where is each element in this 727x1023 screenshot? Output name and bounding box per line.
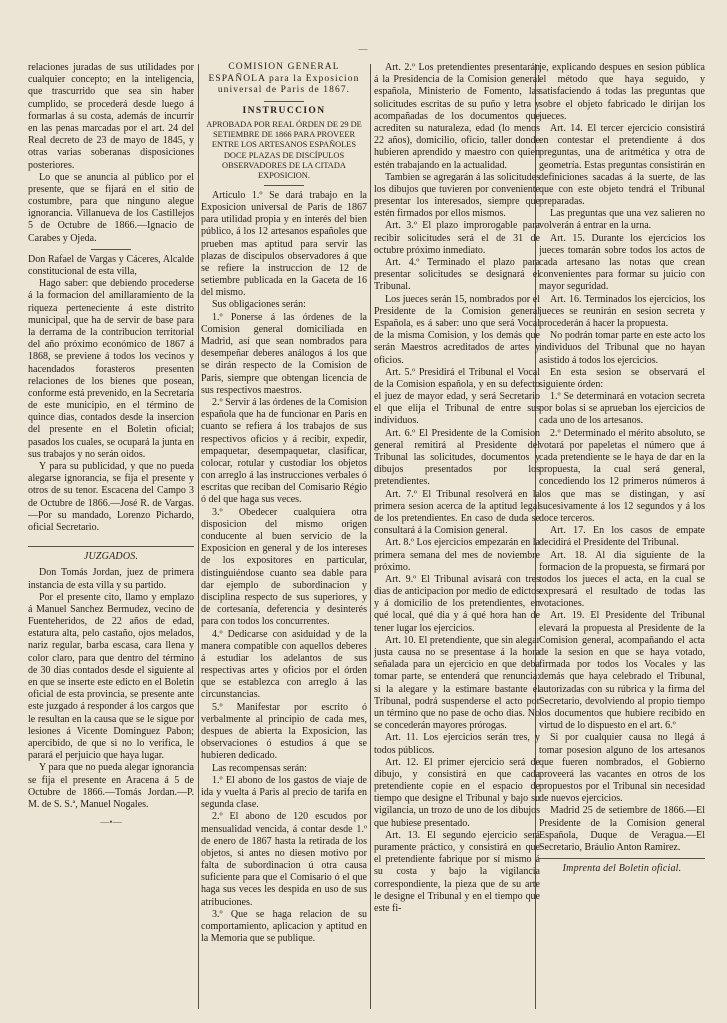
list-item: 2.º El abono de 120 escudos por mensualidad vencida, á contar desde 1.º de enero de 1867 hasta la retirada de los objetos, si antes no diesen motivo por falta de subordinacion ú otra causa suficiente para que el Comisario ó el que haga sus veces les despida en uso de sus atribuciones. [201,811,367,908]
divider-rule [264,101,304,102]
paragraph: Y para su publicidad, y que no pueda alegarse ignorancia, se fija el presente y otros de su tenor. Escacena del Campo 3 de Octubre de 1866.—José R. de Vargas.—Por su mandado, Lorenzo Pichardo, oficial Secretario. [28,461,194,533]
article-paragraph: Art. 10. El pretendiente, que sin alegar justa causa no se presentase á la hora señalada para un ejercicio en que deba tomar parte, se entenderá que renuncia: si la alegare y la estimare bastante el Tribunal, podrá suspenderse el acto por un término que no pase de ocho dias. No se concederán mayores prórogas. [374,634,540,732]
list-item: 3.º Obedecer cualquiera otra disposicion del mismo origen conducente al buen servicio de la Exposicion en general y de los intereses de los expositores en particular, distinguiéndose cuanto sea dable para dar ejemplo de subordinacion y disciplina respecto de sus superiores, y de cortesanía, deferencia y desinterés para con todos los concurrentes. [201,506,367,628]
article-paragraph: Art. 2.º Los pretendientes presentarán á la Presidencia de la Comision general española, Ministerio de Fomento, las solicitudes escritas de su puño y letra y acompañadas de los documentos que acrediten su naturaleza, edad (lo menos 22 años), domicilio, oficio, taller donde hubieren aprendido y maestro con quien estén trabajando en la actualidad. [374,62,540,171]
divider-rule [91,249,131,250]
divider-rule [264,185,304,186]
instruccion-title: INSTRUCCION [242,105,326,116]
article-paragraph: Art. 19. El Presidente del Tribunal elevará la propuesta al Presidente de la Comision general, acompañando el acta de la sesion en que se haya votado, firmada por todos los Vocales y las demás que haya celebrado el Tribunal, autorizadas con su rúbrica y la firma del Secretario, devolviendo al propio tiempo los documentos que hubiere recibido en virtud de lo dispuesto en el art. 6.º [539,610,705,732]
article-paragraph: Art. 12. El primer ejercicio será de dibujo, y consistirá en que cada pretendiente copie en el espacio de tiempo que designe el Tribunal y bajo su vigilancia, un trozo de uno de los dibujos que hubiese presentado. [374,756,540,829]
end-ornament: —•— [100,817,122,828]
article-paragraph: Art. 5.º Presidirá el Tribunal el Vocal de la Comision española, y en su defecto el juez de mayor edad, y será Secretario el que elija el Tribunal de entre sus individuos. [374,366,540,427]
notice-heading: Don Rafael de Vargas y Cáceres, Alcalde constitucional de esta villa, [28,253,194,277]
article-paragraph: Art. 14. El tercer ejercicio consistirá en contestar el pretendiente á dos preguntas, una de aritmética y otra de geometría. Estas preguntas consistirán en definiciones sacadas á la suerte, de las que con este objeto tendrá el Tribunal preparadas. [539,122,705,208]
paragraph: Por el presente cito, llamo y emplazo á Manuel Sanchez Bermudez, vecino de Fuenteheridos, de 22 años de edad, estatura alta, pelo castaño, ojos melados, nariz regular, barba escasa, cara llena y color claro, para que dentro del término de 30 dias contados desde el siguiente al en que se inserte este edicto en el Boletin oficial de esta provincia, se presente ante este juzgado á responder á los cargos que le resultan en la causa que se le sigue por lesiones á Vicente Dominguez Pabon; apercibido, de que si no lo verifica, le parará el perjuicio que haya lugar. [28,591,194,762]
column-2 [201,62,367,1012]
column-divider-2 [370,64,371,1009]
article-paragraph: Art. 4.º Terminado el plazo para presentar solicitudes se designará el Tribunal. [374,257,540,293]
paragraph: Las preguntas que una vez salieren no volverán á entrar en la urna. [539,208,705,232]
paragraph: No podrán tomar parte en este acto los individuos del Tribunal que no hayan asistido á todos los ejercicios. [539,330,705,366]
imprint-line: Imprenta del Boletin oficial. [539,858,705,875]
column-divider-1 [198,64,199,1009]
article-paragraph: Art. 16. Terminados los ejercicios, los jueces se reunirán en sesion secreta y procederán á hacer la propuesta. [539,293,705,329]
paragraph: Si por cualquier causa no llegá á tomar posesion alguno de los artesanos que fueren nombrados, el Gobierno proveerá las vacantes en otros de los propuestos por el Tribunal sin necesidad de nuevos ejercicios. [539,732,705,805]
list-item: 1.º El abono de los gastos de viaje de ida y vuelta á Paris al precio de tarifa en segunda clase. [201,774,367,811]
list-item: 1.º Se determinará en votacion secreta por bolas si se aprueban los ejercicios de cada uno de los artesanos. [539,391,705,427]
article-paragraph: Art. 11. Los ejercicios serán tres, y todos públicos. [374,732,540,756]
paragraph: relaciones juradas de sus utilidades por cualquier concepto; en la inteligencia, que trascurrido que sea sin haber cumplido, se procederá desde luego á formarlas á su costa, además de incurrir en las penas marcadas por el art. 24 del Real decreto de 23 de mayo de 1845, y otras varias soberanas disposiciones posteriores. [28,62,194,171]
list-item: 1.º Ponerse á las órdenes de la Comision general domiciliada en Madrid, así que sean nombrados para desempeñar deberes análogos á los que se dirán respecto de la Comision de Paris, siempre que obtengan licencia de sus respectivos maestros. [201,311,367,396]
list-item: 2.º Servir á las órdenes de la Comision española que ha de funcionar en Paris en cuanto se refiera á los trabajos de sus respectivos oficios y á recibir, expedir, empaquetar, desempaquetar, clasificar, colocar, rotular y custodiar los objetos con arreglo á las instrucciones verbales ó escritas que reciban del Comisario Régio ó del que haga sus veces. [201,396,367,506]
paragraph: Don Tomás Jordan, juez de primera instancia de esta villa y su partido. [28,567,194,591]
article-paragraph: Art. 18. Al dia siguiente de la formacion de la propuesta, se firmará por todos los jueces el acta, en la cual se expresará el resultado de todas las votaciones. [539,549,705,610]
instruccion-subtitle: APROBADA POR REAL ÓRDEN DE 29 DE SETIEMBRE DE 1866 PARA PROVEER ENTRE LOS ARTESANOS ESPAÑOLES DOCE PLAZAS DE DISCÍPULOS OBSERVADORES DE LA CITADA EXPOSICION. [206,120,362,180]
commission-header: COMISION GENERAL ESPAÑOLA para la Exposicion universal de Paris de 1867. [208,62,360,96]
page-mark: — [358,44,368,54]
article-paragraph: Art. 8.º Los ejercicios empezarán en la primera semana del mes de noviembre próximo. [374,537,540,573]
paragraph: Y para que no pueda alegar ignorancia se fija el presente en Aracena á 5 de Octubre de 1866.—Tomás Jordan.—P. M. de S. S.ª, Manuel Nogales. [28,762,194,810]
article-paragraph: Articulo 1.º Se dará trabajo en la Exposicion universal de Paris de 1867 para utilidad propia y en interés del bien público, á los 12 artesanos españoles que prueben mas aptitud para servir las plazas de discipulos observadores á que se refiere la instruccion de 12 de setiembre publicada en la Gaceta de 16 del mismo. [201,189,367,299]
paragraph: Hago saber: que debiendo procederse á la formacion del amillaramiento de la riqueza perteneciente á este distrito municipal, que ha de servir de base para la derrama de la contribucion territorial del año próximo económico de 1867 á 1868, se previene á todos los vecinos y hacendados forasteros presenten relaciones de los bienes que posean, conforme está prevenido, en la Secretaría de este municipio, en el término de quince dias, contados desde la insercion del presente en el Boletin oficial; pasados los cuales, se ocupará la junta en sus trabajos y no serán oidos. [28,278,194,460]
list-item: 3.º Que se haga relacion de su comportamiento, aplicacion y aptitud en la Memoria que se publique. [201,908,367,945]
paragraph: Tambien se agregarán á las solicitudes los dibujos que tuvieren por conveniente presentar los interesados, siempre que estén firmados por ellos mismos. [374,171,540,220]
article-paragraph: Art. 15. Durante los ejercicios los jueces tomarán sobre todos los actos de cada artesano las notas que crean convenientes para formar su juicio con mayor seguridad. [539,232,705,293]
list-item: 2.º Determinado el mérito absoluto, se votará por papeletas el número que á cada pretendiente se le haya de dar en la propuesta, la cual será general, concediendo los 12 primeros números á los que mas se distingan, y así sucesivamente á los 12 segundos y á los doce terceros. [539,427,705,524]
paragraph: Sus obligaciones serán: [212,299,306,311]
article-paragraph: Art. 3.º El plazo improrogable para recibir solicitudes será el de 31 de octubre próximo inmediato. [374,220,540,256]
article-paragraph: Art. 17. En los casos de empate decidirá el Presidente del Tribunal. [539,525,705,549]
paragraph: En esta sesion se observará el siguiente órden: [539,366,705,390]
paragraph: je, explicando despues en sesion pública el método que haya seguido, y satisfaciendo á todas las preguntas que sobre el objeto fabricado le dirijan los jueces. [539,62,705,122]
paragraph: Los jueces serán 15, nombrados por el Presidente de la Comision general Española, es á saber: uno que será Vocal de la misma Comision, y los demás que serán Maestros acreditados de artes y oficios. [374,293,540,366]
column-3 [374,62,540,1012]
signature-block: Madrid 25 de setiembre de 1866.—El Presidente de la Comision general Española, Duque de Veragua.—El Secretario, Bráulio Anton Ramirez. [539,805,705,853]
section-title-juzgados: JUZGADOS. [28,546,194,563]
list-item: 4.º Dedicarse con asiduidad y de la manera compatible con aquellos deberes á estudiar los adelantos de sus respectivas artes y oficios por el órden que se establezca con arreglo á las circunstancias. [201,628,367,701]
column-4 [539,62,705,1012]
article-paragraph: Art. 6.º El Presidente de la Comision general remitirá al Presidente del Tribunal las solicitudes, documentos y dibujos presentados por los pretendientes. [374,427,540,488]
article-paragraph: Art. 7.º El Tribunal resolverá en la primera sesion acerca de la aptitud legal de los pretendientes. En caso de duda se consultará á la Comision general. [374,488,540,537]
column-1 [28,62,194,1012]
article-paragraph: Art. 9.º El Tribunal avisará con tres dias de anticipacion por medio de edictos y á domicilio de los pretendientes, en qué local, qué dia y á qué hora han de tener lugar los ejercicios. [374,573,540,634]
article-paragraph: Art. 13. El segundo ejercicio será puramente práctico, y consistirá en que el pretendiente fabrique por sí mismo á su costa y bajo la vigilancia correspondiente, la pieza que de su arte le designe el Tribunal y en el tiempo que este fi- [374,829,540,914]
list-item: 5.º Manifestar por escrito ó verbalmente al principio de cada mes, despues de abierta la Exposicion, las observaciones ó estudios á que se hubieren dedicado. [201,701,367,762]
paragraph: Las recompensas serán: [212,762,307,774]
paragraph: Lo que se anuncia al público por el presente, que se fijará en el sitio de costumbre, para que ninguno alegue ignorancia. Villanueva de los Castillejos 5 de Octubre de 1866.—Ignacio de Carabes y Ojeda. [28,171,194,244]
